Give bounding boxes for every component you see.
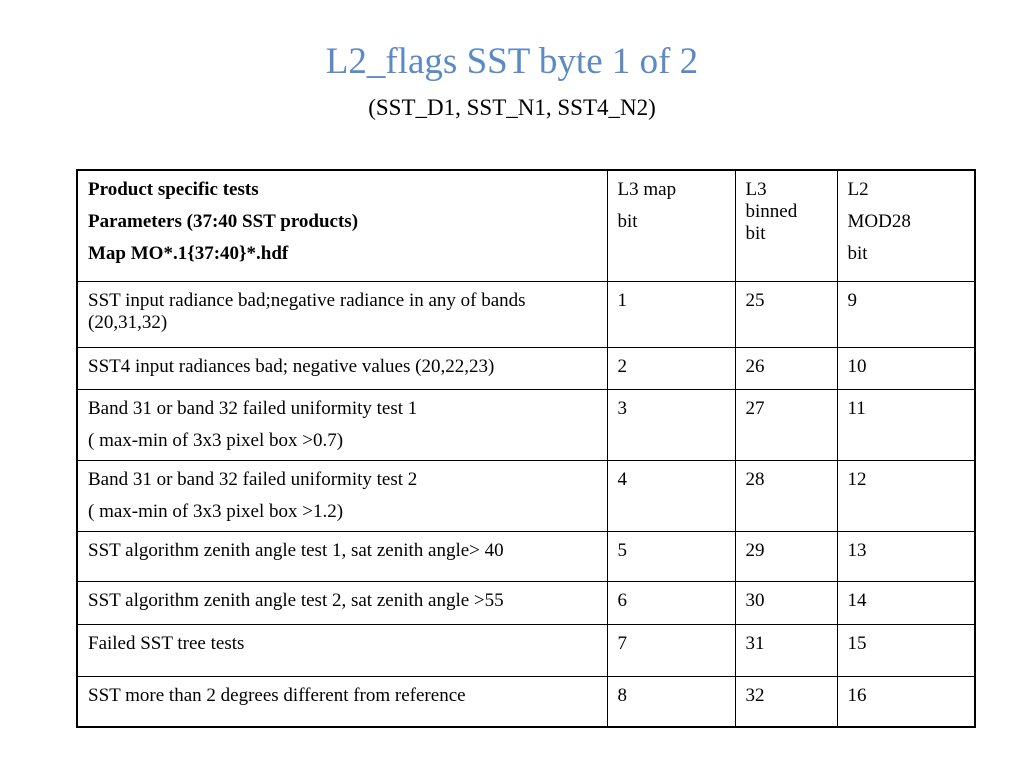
row-description	[77, 460, 607, 531]
header-l3-map-bit	[607, 170, 735, 281]
slide-subtitle: (SST_D1, SST_N1, SST4_N2)	[368, 95, 656, 120]
row-l2-bit: 11	[837, 389, 975, 460]
table-row	[77, 581, 975, 624]
table-row	[77, 460, 975, 531]
header-map-line: Map MO*.1{37:40}*.hdf	[88, 243, 289, 264]
row-l3-map-bit: 6	[607, 581, 735, 624]
header-parameters-line: Parameters (37:40 SST products)	[88, 211, 359, 232]
header-product-tests	[77, 170, 607, 281]
table-row	[77, 531, 975, 581]
header-binned-label: binned	[745, 201, 798, 222]
row-description-text: Band 31 or band 32 failed uniformity test 1	[88, 397, 418, 419]
l2-flags-table	[76, 169, 976, 728]
header-l3-label: L3	[745, 179, 767, 200]
row-l3-binned-bit: 28	[735, 460, 837, 531]
row-description	[77, 624, 607, 676]
row-description	[77, 389, 607, 460]
header-l2-bit-label: bit	[847, 243, 868, 264]
row-description	[77, 676, 607, 727]
row-l2-bit: 9	[837, 281, 975, 347]
header-l3-binned-bit	[735, 170, 837, 281]
row-description-text: SST more than 2 degrees different from reference	[88, 684, 466, 706]
row-description-text: Failed SST tree tests	[88, 632, 245, 654]
header-tests-line: Product specific tests	[88, 179, 259, 200]
row-l3-binned-bit: 32	[735, 676, 837, 727]
header-l2-label: L2	[847, 179, 869, 200]
row-description-detail: ( max-min of 3x3 pixel box >1.2)	[88, 500, 344, 522]
row-description-text: SST input radiance bad;negative radiance in any of bands (20,31,32)	[88, 289, 526, 333]
header-l3-map-bit-label: bit	[617, 211, 638, 232]
row-description-text: SST algorithm zenith angle test 1, sat zenith angle> 40	[88, 539, 504, 561]
table-row	[77, 676, 975, 727]
table-row	[77, 624, 975, 676]
row-l2-bit: 16	[837, 676, 975, 727]
row-description-text: Band 31 or band 32 failed uniformity test 2	[88, 468, 418, 490]
row-l3-map-bit: 8	[607, 676, 735, 727]
row-l3-binned-bit: 26	[735, 347, 837, 389]
row-description	[77, 581, 607, 624]
row-l3-binned-bit: 25	[735, 281, 837, 347]
table-header-row	[77, 170, 975, 281]
row-l2-bit: 14	[837, 581, 975, 624]
table-row	[77, 281, 975, 347]
row-description-text: SST algorithm zenith angle test 2, sat zenith angle >55	[88, 589, 504, 611]
table-row	[77, 347, 975, 389]
row-description	[77, 347, 607, 389]
row-l2-bit: 10	[837, 347, 975, 389]
row-l2-bit: 12	[837, 460, 975, 531]
table-row	[77, 389, 975, 460]
row-l3-map-bit: 3	[607, 389, 735, 460]
row-l3-map-bit: 2	[607, 347, 735, 389]
header-mod28-label: MOD28	[847, 211, 911, 232]
row-description	[77, 531, 607, 581]
row-l3-map-bit: 7	[607, 624, 735, 676]
row-description	[77, 281, 607, 347]
row-l3-map-bit: 4	[607, 460, 735, 531]
header-binned-bit-label: bit	[745, 223, 766, 244]
row-description-text: SST4 input radiances bad; negative values (20,22,23)	[88, 355, 495, 377]
header-l3-map-label: L3 map	[617, 179, 677, 200]
row-l2-bit: 13	[837, 531, 975, 581]
row-l3-binned-bit: 27	[735, 389, 837, 460]
row-l2-bit: 15	[837, 624, 975, 676]
row-l3-map-bit: 1	[607, 281, 735, 347]
row-l3-binned-bit: 31	[735, 624, 837, 676]
row-description-detail: ( max-min of 3x3 pixel box >0.7)	[88, 429, 344, 451]
row-l3-binned-bit: 30	[735, 581, 837, 624]
header-l2-mod28-bit	[837, 170, 975, 281]
row-l3-binned-bit: 29	[735, 531, 837, 581]
row-l3-map-bit: 5	[607, 531, 735, 581]
slide-title: L2_flags SST byte 1 of 2	[325, 41, 699, 82]
